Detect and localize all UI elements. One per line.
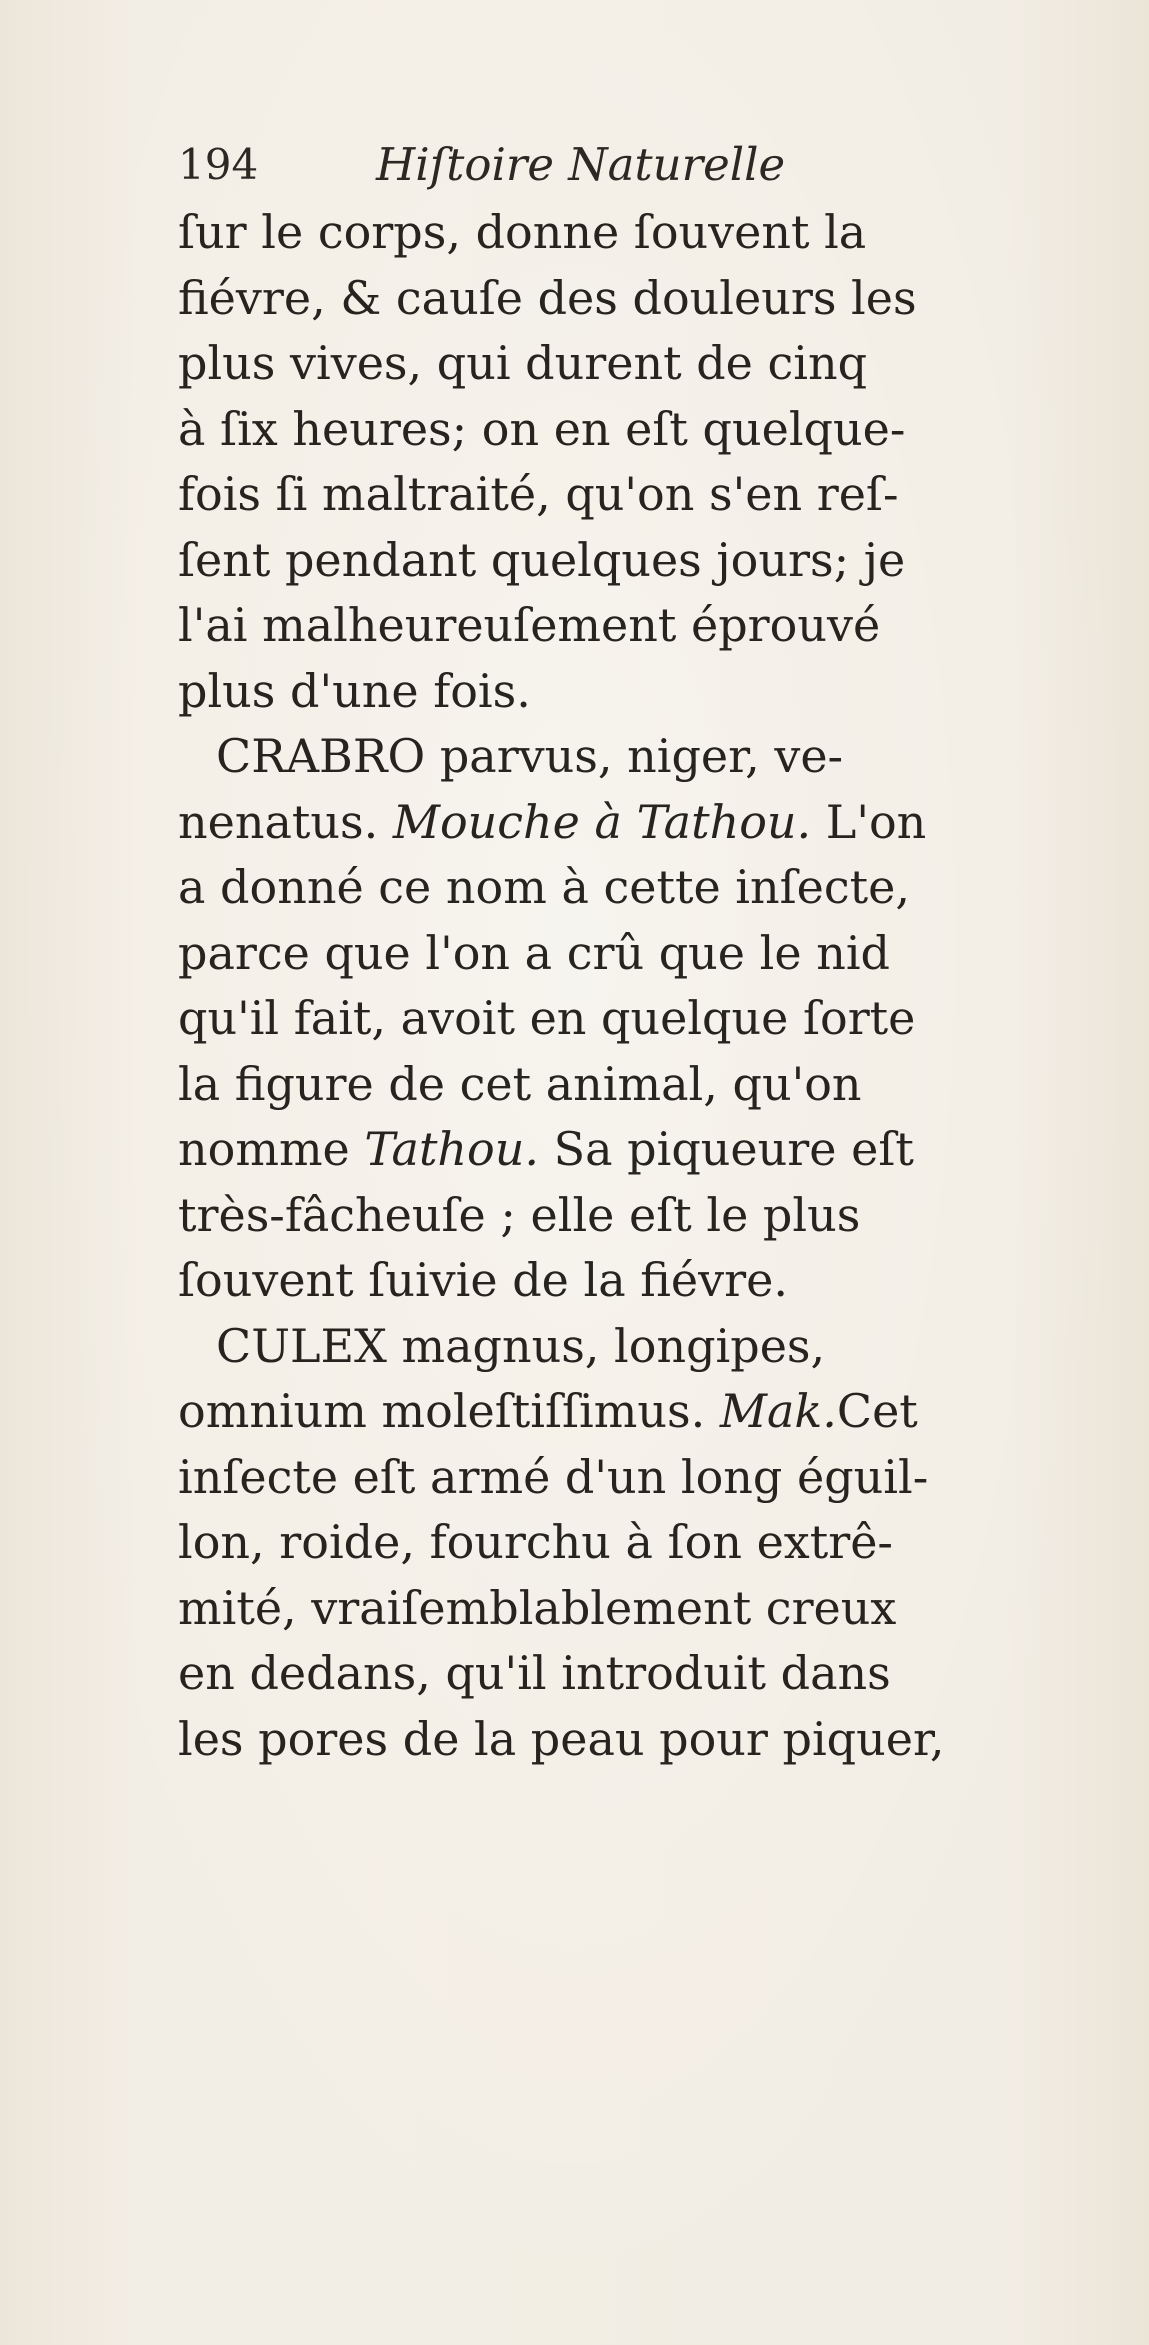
text-run: omnium moleſtiſſimus. [178, 1384, 720, 1438]
text-line [178, 790, 1128, 856]
text-line: a donné ce nom à cette inſecte, [178, 860, 910, 914]
text-line: fois ſi maltraité, qu'on s'en reſ- [178, 467, 899, 521]
text-line: plus vives, qui durent de cinq [178, 336, 868, 390]
text-line: fiévre, & cauſe des douleurs les [178, 270, 917, 325]
text-line: en dedans, qu'il introduit dans [178, 1646, 891, 1700]
text-line: la figure de cet animal, qu'on [178, 1056, 862, 1111]
text-run: L'on [811, 794, 927, 849]
text-line: qu'il fait, avoit en quelque ſorte [178, 991, 916, 1045]
text-run: nomme [178, 1122, 365, 1176]
text-line [178, 1117, 1128, 1183]
text-line: l'ai malheureuſement éprouvé [178, 598, 881, 652]
text-line [178, 1379, 1128, 1445]
italic-common-name: Mak. [719, 1384, 837, 1438]
text-line: parce que l'on a crû que le nid [178, 925, 890, 980]
text-run: Sa piqueure eſt [539, 1122, 914, 1176]
text-line: ſent pendant quelques jours; je [178, 532, 906, 587]
text-line: mité, vraiſemblablement creux [178, 1580, 897, 1635]
running-title: Hiſtoire Naturelle [376, 138, 786, 191]
body-text [178, 200, 1128, 1772]
text-line: ſur le corps, donne ſouvent la [178, 205, 867, 259]
text-line: les pores de la peau pour piquer, [178, 1711, 945, 1766]
text-line: lon, roide, fourchu à ſon extrê- [178, 1515, 893, 1569]
text-line: à ſix heures; on en eſt quelque- [178, 401, 906, 456]
italic-common-name: Mouche à Tathou. [392, 794, 812, 849]
text-line: très-fâcheuſe ; elle eſt le plus [178, 1187, 861, 1242]
italic-common-name: Tathou. [364, 1122, 539, 1176]
text-run: Cet [836, 1384, 918, 1438]
text-line: plus d'une fois. [178, 663, 531, 718]
text-run: nenatus. [178, 794, 393, 849]
paragraph-start-culex: CULEX magnus, longipes, [216, 1318, 826, 1373]
paragraph-start-crabro: CRABRO parvus, niger, ve- [216, 729, 844, 783]
text-line: inſecte eſt armé d'un long éguil- [178, 1449, 929, 1504]
page-number: 194 [178, 140, 259, 189]
text-line: ſouvent ſuivie de la fiévre. [178, 1253, 788, 1307]
